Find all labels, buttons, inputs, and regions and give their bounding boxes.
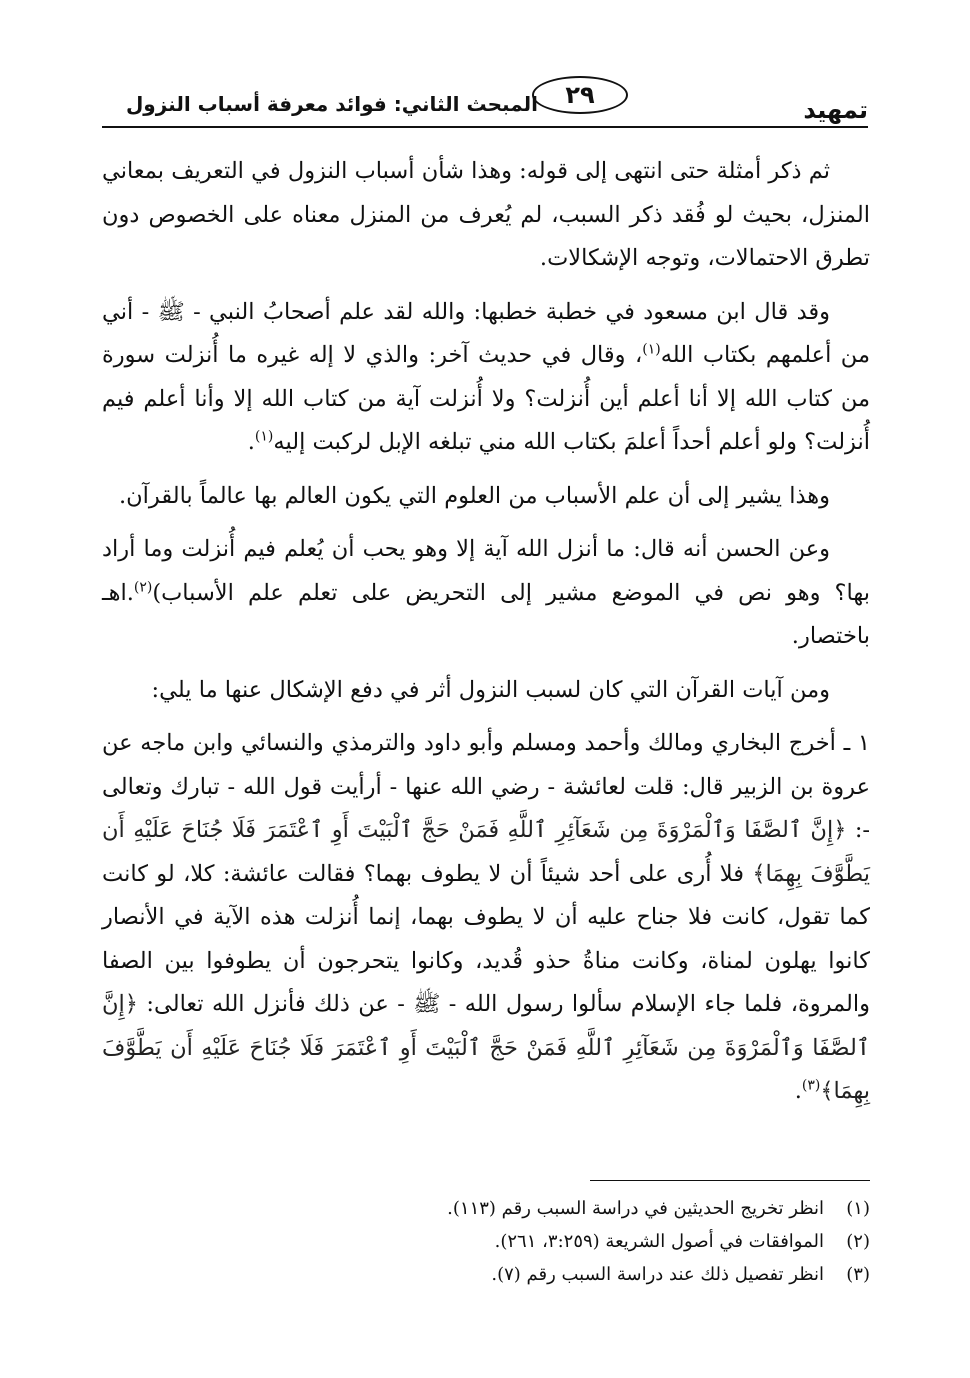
paragraph-2-end: . <box>247 429 255 455</box>
paragraph-2-part-a: وقد قال ابن مسعود في خطبة خطبها: والله لقد علم أصحابُ النبي - ﷺ - أني من أعلمهم بكتاب الله <box>102 298 870 368</box>
section-title: المبحث الثاني: فوائد معرفة أسباب النزول <box>125 92 538 116</box>
footnote-ref-2[interactable]: (٢) <box>133 579 153 595</box>
chapter-title: تمهيد <box>803 96 868 124</box>
page-number: ٢٩ <box>532 76 628 114</box>
footnote-1-text: انظر تخريج الحديثين في دراسة السبب رقم (١١٣). <box>447 1198 824 1219</box>
paragraph-6 <box>102 722 870 1114</box>
footnote-ref-3[interactable]: (٣) <box>801 1077 821 1094</box>
footnote-2-number: (٢) <box>846 1231 870 1252</box>
paragraph-2-part-b: ، وقال في حديث آخر: والذي لا إله غيره ما أُنزلت سورة من كتاب الله إلا أنا أعلم أين أُنزلت؟ ولا أُنزلت آية من كتاب الله إلا وأنا أعلم فيم أُنزلت؟ ولو أعلم أحداً أعلمَ بكتاب الله مني تبلغه الإبل لركبت إليه <box>102 342 870 455</box>
paragraph-6-end: . <box>794 1078 802 1104</box>
footnote-ref-1b[interactable]: (١) <box>254 428 274 445</box>
footnote-divider <box>590 1180 870 1181</box>
paragraph-5: ومن آيات القرآن التي كان لسبب النزول أثر في دفع الإشكال عنها ما يلي: <box>151 676 830 703</box>
header-divider <box>102 126 868 128</box>
paragraph-4-part-b: .اهـ باختصار. <box>102 579 870 649</box>
quran-verse-2: ﴿إِنَّ ٱلصَّفَا وَٱلْمَرْوَةَ مِن شَعَآئِرِ ٱللَّهِ فَمَنْ حَجَّ ٱلْبَيْتَ أَوِ ٱعْتَمَرَ فَلَا جُنَاحَ عَلَيْهِ أَن يَطَّوَّفَ بِهِمَا﴾ <box>102 991 870 1104</box>
quran-verse-1: ﴿إِنَّ ٱلصَّفَا وَٱلْمَرْوَةَ مِن شَعَآئِرِ ٱللَّهِ فَمَنْ حَجَّ ٱلْبَيْتَ أَوِ ٱعْتَمَرَ فَلَا جُنَاحَ عَلَيْهِ أَن يَطَّوَّفَ بِهِمَا﴾ <box>102 817 871 887</box>
main-text <box>102 150 870 1124</box>
footnote-3 <box>102 1258 870 1291</box>
paragraph-3: وهذا يشير إلى أن علم الأسباب من العلوم التي يكون العالم بها عالماً بالقرآن. <box>118 482 830 509</box>
footnote-2 <box>102 1225 870 1258</box>
paragraph-2 <box>102 291 870 465</box>
paragraph-6-part-b: فلا أُرى على أحد شيئاً أن لا يطوف بهما؟ فقالت عائشة: كلا، لو كانت كما تقول، كانت فلا جناح عليه أن لا يطوف بهما، إنما أُنزلت هذه الآية في الأنصار كانوا يهلون لمناة، وكانت مناةُ حذو قُديد، وكانوا يتحرجون أن يطوفوا بين الصفا والمروة، فلما جاء الإسلام سألوا رسول الله - ﷺ - عن ذلك فأنزل الله تعالى: <box>102 860 870 1017</box>
footnotes <box>102 1192 870 1291</box>
paragraph-4-part-a: وعن الحسن أنه قال: ما أنزل الله آية إلا وهو يحب أن يُعلم فيم أُنزلت وما أراد بها؟ وهو نص في الموضع مشير إلى التحريض على تعلم علم الأسباب) <box>102 536 870 606</box>
footnote-3-number: (٣) <box>846 1264 870 1285</box>
footnote-1 <box>102 1192 870 1225</box>
paragraph-1: ثم ذكر أمثلة حتى انتهى إلى قوله: وهذا شأن أسباب النزول في التعريف بمعاني المنزل، بحيث لو فُقد ذكر السبب، لم يُعرف من المنزل معناه على الخصوص دون تطرق الاحتمالات، وتوجه الإشكالات. <box>102 158 870 271</box>
footnote-3-text: انظر تفصيل ذلك عند دراسة السبب رقم (٧). <box>491 1264 824 1285</box>
paragraph-4 <box>102 528 870 659</box>
page-header <box>102 70 868 130</box>
footnote-1-number: (١) <box>846 1198 870 1219</box>
footnote-ref-1a[interactable]: (١) <box>642 341 661 358</box>
footnote-2-text: الموافقات في أصول الشريعة (٣:٢٥٩، ٢٦١). <box>494 1231 824 1252</box>
paragraph-6-part-a: ١ ـ أخرج البخاري ومالك وأحمد ومسلم وأبو داود والترمذي والنسائي وابن ماجه عن عروة بن الزبير قال: قلت لعائشة - رضي الله عنها - أرأيت قول الله - تبارك وتعالى -: <box>102 730 870 843</box>
